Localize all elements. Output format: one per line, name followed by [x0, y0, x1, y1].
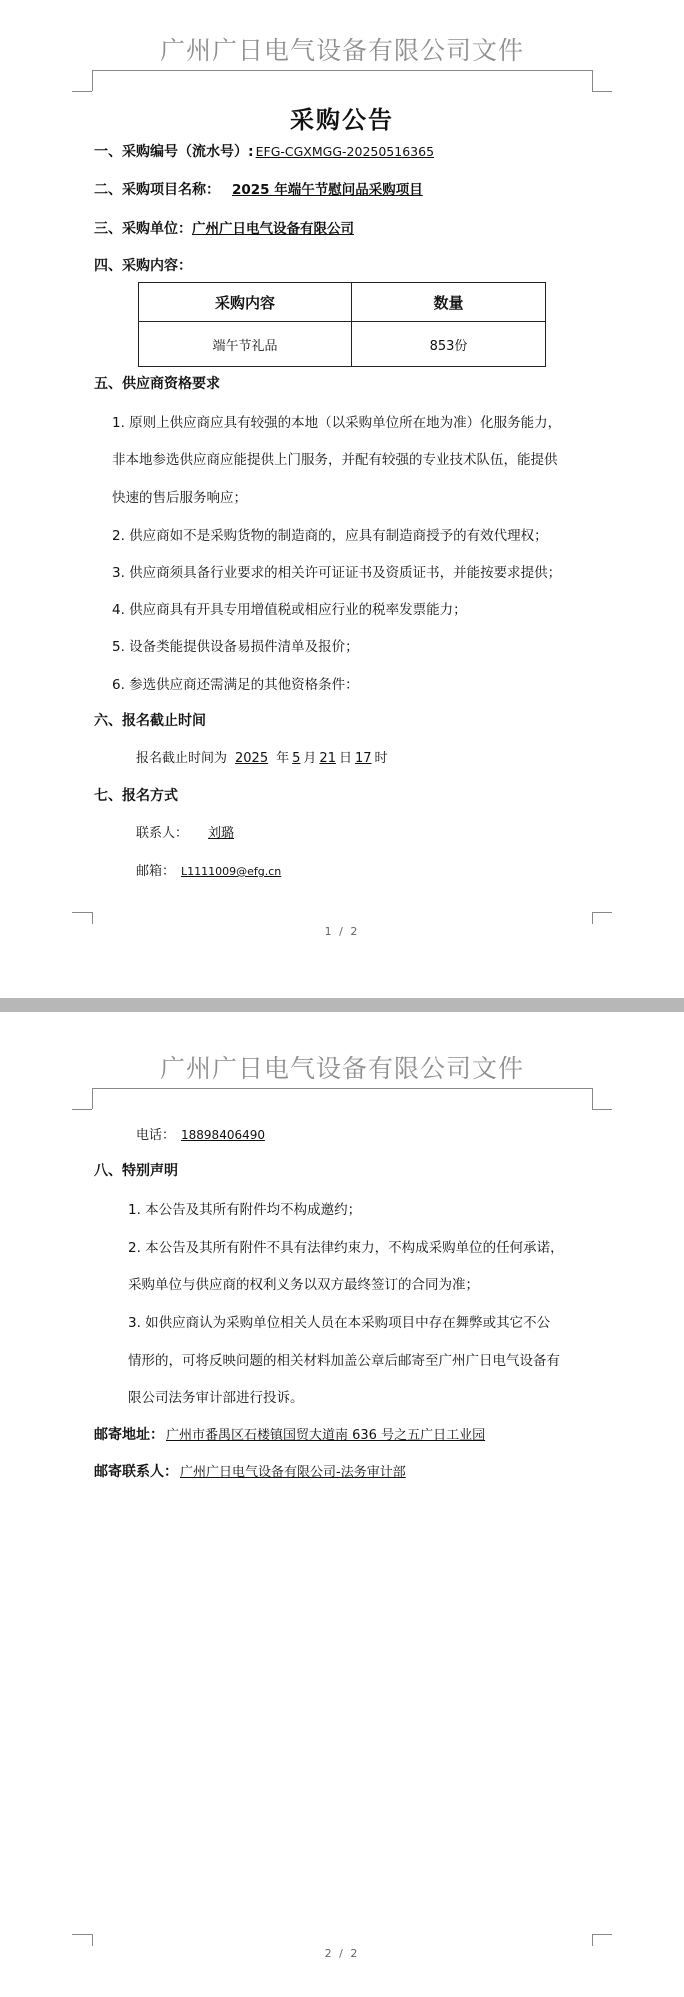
- email-value: L1111009@efg.cn: [181, 865, 282, 878]
- header-rule-tick-left: [92, 1088, 93, 1109]
- page-1: [0, 0, 684, 998]
- header-rule: [92, 1088, 592, 1089]
- project-name: 2025 年端午节慰问品采购项目: [232, 182, 423, 198]
- section-3: [94, 217, 378, 238]
- doc-title: 采购公告: [290, 106, 394, 134]
- corner-mark: [72, 1934, 92, 1935]
- header-rule-tick-right: [592, 70, 593, 91]
- req-3: 3. 供应商须具备行业要求的相关许可证证书及资质证书，并能按要求提供；: [112, 565, 562, 581]
- req-1-line-2: 非本地参选供应商应能提供上门服务，并配有较强的专业技术队伍，能提供: [112, 452, 558, 468]
- section-8-label: 八、特别声明: [94, 1163, 178, 1179]
- phone-value: 18898406490: [181, 1128, 265, 1142]
- deadline-year: 2025: [235, 751, 269, 766]
- corner-mark: [72, 91, 92, 92]
- statement-1: 1. 本公告及其所有附件均不构成邀约；: [128, 1202, 362, 1218]
- deadline-prefix: 报名截止时间为: [136, 751, 228, 766]
- section-7-label: 七、报名方式: [94, 788, 178, 804]
- day-unit: 日: [338, 751, 352, 766]
- page-gap: [0, 998, 684, 1012]
- contact-value: 刘璐: [208, 826, 235, 841]
- statement-3-line-3: 限公司法务审计部进行投诉。: [128, 1390, 304, 1406]
- deadline-hour: 17: [354, 751, 372, 766]
- phone-label: 电话：: [136, 1128, 176, 1143]
- hour-unit: 时: [374, 751, 388, 766]
- section-1: [94, 141, 436, 161]
- table-row: [139, 322, 546, 367]
- req-1-line-3: 快速的售后服务响应；: [112, 490, 247, 506]
- table-header-qty: 数量: [352, 283, 546, 322]
- corner-mark: [592, 912, 593, 924]
- email-line: [136, 860, 287, 879]
- page-number: 1 / 2: [324, 925, 360, 938]
- mail-address-label: 邮寄地址：: [94, 1427, 164, 1443]
- req-2: 2. 供应商如不是采购货物的制造商的，应具有制造商授予的有效代理权；: [112, 528, 548, 544]
- section-2-label: 二、采购项目名称：: [94, 182, 220, 198]
- section-4-label: 四、采购内容：: [94, 258, 192, 274]
- corner-mark: [72, 1109, 92, 1110]
- section-2: [94, 178, 437, 199]
- statement-3-line-2: 情形的，可将反映问题的相关材料加盖公章后邮寄至广州广日电气设备有: [128, 1353, 560, 1369]
- corner-mark: [72, 912, 92, 913]
- page-number: 2 / 2: [324, 1947, 360, 1960]
- req-6: 6. 参选供应商还需满足的其他资格条件：: [112, 677, 359, 693]
- year-unit: 年: [276, 751, 290, 766]
- header-rule-tick-left: [92, 70, 93, 91]
- page-2: [0, 1012, 684, 1997]
- phone-line: [136, 1124, 331, 1143]
- corner-mark: [592, 91, 612, 92]
- procurement-unit: 广州广日电气设备有限公司: [192, 221, 354, 237]
- corner-mark: [92, 1934, 93, 1946]
- deadline-day: 21: [319, 751, 336, 766]
- procurement-table: [138, 282, 546, 367]
- table-header-row: [139, 283, 546, 322]
- company-header: 广州广日电气设备有限公司文件: [159, 1054, 524, 1083]
- section-5-label: 五、供应商资格要求: [94, 376, 220, 392]
- deadline-month: 5: [292, 751, 301, 766]
- email-label: 邮箱：: [136, 864, 176, 879]
- mail-contact-line: [94, 1461, 408, 1481]
- section-1-label: 一、采购编号（流水号）:: [94, 144, 254, 160]
- mail-address-value: 广州市番禺区石楼镇国贸大道南 636 号之五广日工业园: [166, 1428, 486, 1443]
- mail-contact-label: 邮寄联系人：: [94, 1464, 178, 1480]
- mail-address-line: [94, 1424, 487, 1444]
- table-cell-qty: 853份: [352, 322, 546, 367]
- header-rule-tick-right: [592, 1088, 593, 1109]
- deadline-line: [136, 747, 388, 766]
- statement-2-line-2: 采购单位与供应商的权利义务以双方最终签订的合同为准；: [128, 1277, 479, 1293]
- corner-mark: [92, 912, 93, 924]
- mail-contact-value: 广州广日电气设备有限公司-法务审计部: [180, 1465, 406, 1480]
- req-5: 5. 设备类能提供设备易损件清单及报价；: [112, 639, 359, 655]
- contact-label: 联系人：: [136, 826, 189, 841]
- statement-2-line-1: 2. 本公告及其所有附件不具有法律约束力，不构成采购单位的任何承诺，: [128, 1240, 564, 1256]
- section-6-label: 六、报名截止时间: [94, 713, 206, 729]
- req-1-line-1: 1. 原则上供应商应具有较强的本地（以采购单位所在地为准）化服务能力，: [112, 415, 562, 431]
- contact-line: [136, 822, 256, 841]
- corner-mark: [592, 912, 612, 913]
- req-4: 4. 供应商具有开具专用增值税或相应行业的税率发票能力；: [112, 602, 467, 618]
- header-rule: [92, 70, 592, 71]
- statement-3-line-1: 3. 如供应商认为采购单位相关人员在本采购项目中存在舞弊或其它不公: [128, 1315, 551, 1331]
- corner-mark: [592, 1934, 593, 1946]
- corner-mark: [592, 1934, 612, 1935]
- corner-mark: [592, 1109, 612, 1110]
- month-unit: 月: [303, 751, 317, 766]
- table-header-item: 采购内容: [139, 283, 352, 322]
- procurement-number: EFG-CGXMGG-20250516365: [255, 144, 435, 159]
- section-3-label: 三、采购单位：: [94, 221, 192, 237]
- table-cell-item: 端午节礼品: [139, 322, 352, 367]
- company-header: 广州广日电气设备有限公司文件: [159, 36, 524, 65]
